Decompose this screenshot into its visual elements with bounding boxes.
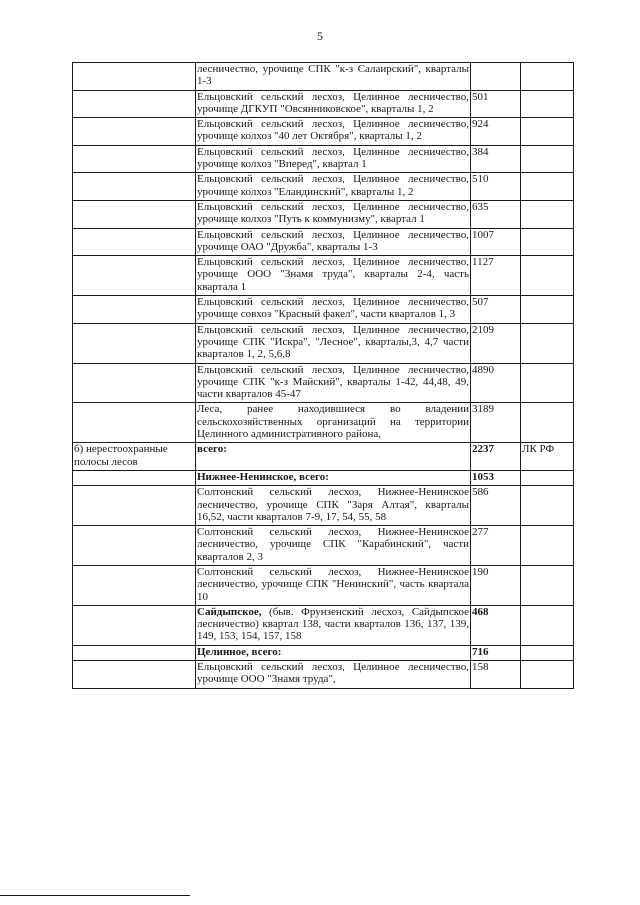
basis-cell xyxy=(521,296,574,324)
table-row xyxy=(73,403,574,443)
description-cell: Ельцовский сельский лесхоз, Целинное лесничество, урочище колхоз "Вперед", квартал 1 xyxy=(196,145,471,173)
page-number: 5 xyxy=(317,29,323,43)
description-text: (быв. Фрунзенский лесхоз, Сайдыпское лесничество) квартал 138, части кварталов 136, 137, 139, 149, 153, 154, 157, 158 xyxy=(197,605,470,643)
description-cell: Солтонский сельский лесхоз, Нижнее-Ненинское лесничество, урочище СПК "Заря Алтая", кварталы 16,52, части кварталов 7-9, 17, 54, 55, 58 xyxy=(196,486,471,526)
area-cell: 1053 xyxy=(471,470,521,485)
description-cell: Нижнее-Ненинское, всего: xyxy=(196,470,471,485)
category-cell xyxy=(73,526,196,566)
table-row xyxy=(73,323,574,363)
description-cell xyxy=(196,605,471,645)
description-cell: Ельцовский сельский лесхоз, Целинное лесничество, урочище совхоз "Красный факел", части кварталов 1, 3 xyxy=(196,296,471,324)
table-row xyxy=(73,256,574,296)
description-cell: Леса, ранее находившиеся во владении сельскохозяйственных организаций на территории Целинного административного района, xyxy=(196,403,471,443)
basis-cell xyxy=(521,605,574,645)
category-cell xyxy=(73,645,196,660)
basis-cell xyxy=(521,323,574,363)
table-row xyxy=(73,296,574,324)
footnote-separator xyxy=(0,895,190,896)
description-cell: Ельцовский сельский лесхоз, Целинное лесничество, урочище колхоз "40 лет Октября", кварталы 1, 2 xyxy=(196,118,471,146)
description-cell: Ельцовский сельский лесхоз, Целинное лесничество, урочище колхоз "Путь к коммунизму", квартал 1 xyxy=(196,200,471,228)
area-cell: 507 xyxy=(471,296,521,324)
description-cell: лесничество, урочище СПК "к-з Салаирский", кварталы 1-3 xyxy=(196,63,471,91)
area-cell: 2109 xyxy=(471,323,521,363)
basis-cell xyxy=(521,486,574,526)
basis-cell xyxy=(521,645,574,660)
area-cell: 716 xyxy=(471,645,521,660)
category-cell xyxy=(73,63,196,91)
category-cell xyxy=(73,565,196,605)
table-row xyxy=(73,443,574,471)
table-row xyxy=(73,228,574,256)
basis-cell xyxy=(521,63,574,91)
description-cell: Ельцовский сельский лесхоз, Целинное лесничество, урочище СПК "Искра", "Лесное", кварталы,3, 4,7 части кварталов 1, 2, 5,6,8 xyxy=(196,323,471,363)
basis-cell xyxy=(521,526,574,566)
category-cell: б) нерестоохранные полосы лесов xyxy=(73,443,196,471)
category-cell xyxy=(73,605,196,645)
forest-land-table xyxy=(72,62,574,689)
table-row xyxy=(73,645,574,660)
table-row xyxy=(73,200,574,228)
description-cell: Ельцовский сельский лесхоз, Целинное лесничество, урочище ООО "Знамя труда", кварталы 2-4, часть квартала 1 xyxy=(196,256,471,296)
description-cell: Солтонский сельский лесхоз, Нижнее-Ненинское лесничество, урочище СПК "Карабинский", части кварталов 2, 3 xyxy=(196,526,471,566)
table-row xyxy=(73,173,574,201)
area-cell: 384 xyxy=(471,145,521,173)
area-cell: 510 xyxy=(471,173,521,201)
area-cell: 3189 xyxy=(471,403,521,443)
description-cell: Ельцовский сельский лесхоз, Целинное лесничество, урочище ООО "Знамя труда", xyxy=(196,661,471,689)
table-row xyxy=(73,118,574,146)
description-cell: Солтонский сельский лесхоз, Нижнее-Ненинское лесничество, урочище СПК "Ненинский", часть квартала 10 xyxy=(196,565,471,605)
category-cell xyxy=(73,403,196,443)
basis-cell xyxy=(521,256,574,296)
category-cell xyxy=(73,90,196,118)
area-cell: 1127 xyxy=(471,256,521,296)
basis-cell: ЛК РФ xyxy=(521,443,574,471)
basis-cell xyxy=(521,403,574,443)
area-cell: 2237 xyxy=(471,443,521,471)
category-cell xyxy=(73,661,196,689)
table-row xyxy=(73,470,574,485)
area-cell: 586 xyxy=(471,486,521,526)
basis-cell xyxy=(521,145,574,173)
basis-cell xyxy=(521,470,574,485)
table-row xyxy=(73,661,574,689)
description-cell: Ельцовский сельский лесхоз, Целинное лесничество, урочище ОАО "Дружба", кварталы 1-3 xyxy=(196,228,471,256)
table-row xyxy=(73,486,574,526)
basis-cell xyxy=(521,118,574,146)
table-row xyxy=(73,605,574,645)
area-cell: 190 xyxy=(471,565,521,605)
table-row xyxy=(73,63,574,91)
basis-cell xyxy=(521,90,574,118)
description-heading: Сайдыпское, xyxy=(197,605,262,618)
category-cell xyxy=(73,118,196,146)
category-cell xyxy=(73,470,196,485)
basis-cell xyxy=(521,565,574,605)
description-cell: Ельцовский сельский лесхоз, Целинное лесничество, урочище колхоз "Еландинский", кварталы 1, 2 xyxy=(196,173,471,201)
area-cell: 1007 xyxy=(471,228,521,256)
category-cell xyxy=(73,200,196,228)
basis-cell xyxy=(521,363,574,403)
table-row xyxy=(73,363,574,403)
table-row xyxy=(73,526,574,566)
category-cell xyxy=(73,296,196,324)
area-cell: 468 xyxy=(471,605,521,645)
description-cell: Ельцовский сельский лесхоз, Целинное лесничество, урочище ДГКУП "Овсянниковское", кварталы 1, 2 xyxy=(196,90,471,118)
table-row xyxy=(73,145,574,173)
description-cell: Целинное, всего: xyxy=(196,645,471,660)
area-cell: 158 xyxy=(471,661,521,689)
description-cell: Ельцовский сельский лесхоз, Целинное лесничество, урочище СПК "к-з Майский", кварталы 1-42, 44,48, 49, части кварталов 45-47 xyxy=(196,363,471,403)
table-row xyxy=(73,90,574,118)
area-cell xyxy=(471,63,521,91)
category-cell xyxy=(73,145,196,173)
area-cell: 924 xyxy=(471,118,521,146)
table-row xyxy=(73,565,574,605)
category-cell xyxy=(73,486,196,526)
basis-cell xyxy=(521,200,574,228)
area-cell: 277 xyxy=(471,526,521,566)
category-cell xyxy=(73,228,196,256)
area-cell: 501 xyxy=(471,90,521,118)
area-cell: 635 xyxy=(471,200,521,228)
category-cell xyxy=(73,323,196,363)
basis-cell xyxy=(521,228,574,256)
description-cell: всего: xyxy=(196,443,471,471)
category-cell xyxy=(73,256,196,296)
area-cell: 4890 xyxy=(471,363,521,403)
category-cell xyxy=(73,363,196,403)
basis-cell xyxy=(521,173,574,201)
category-cell xyxy=(73,173,196,201)
basis-cell xyxy=(521,661,574,689)
